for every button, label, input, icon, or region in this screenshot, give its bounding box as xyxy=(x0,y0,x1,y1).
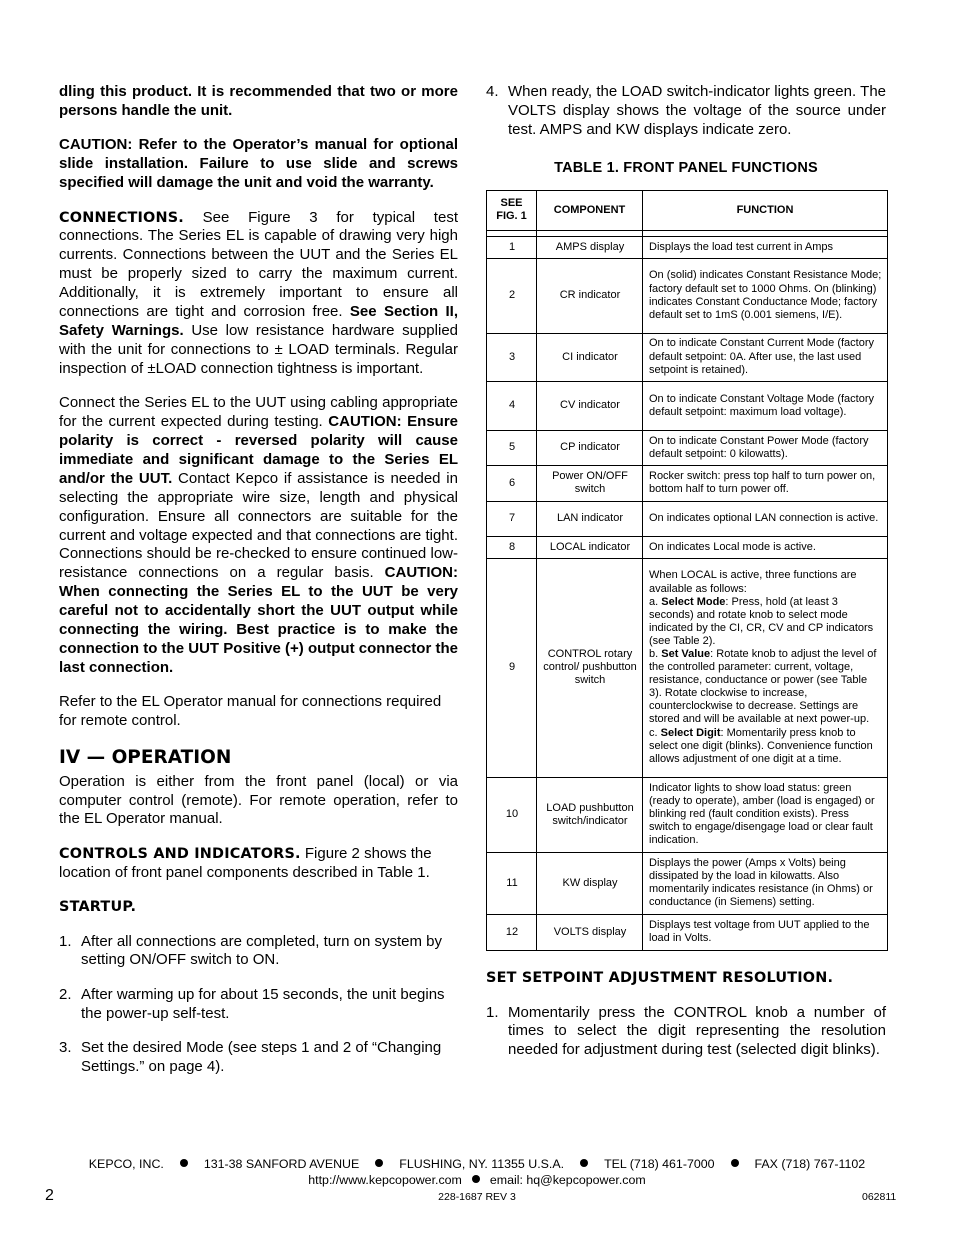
startup-step: 1. After all connections are completed, turn on system by setting ON/OFF switch to ON. xyxy=(59,932,443,969)
table-row: 4 CV indicator On to indicate Constant Voltage Mode (factory default setpoint: maximum load voltage). xyxy=(487,381,888,430)
table-row: 10 LOAD pushbutton switch/indicator Indicator lights to show load status: green (ready to operate), amber (load is engaged) or blinking red (fault condition exists). Press switch to engage/disengage load or clear fault indication. xyxy=(487,777,888,852)
footer-address: 131-38 SANFORD AVENUE xyxy=(203,1157,360,1171)
controls-paragraph: CONTROLS AND INDICATORS. Figure 2 shows the location of front panel components described in Table 1. xyxy=(59,844,432,881)
right-column xyxy=(486,83,886,1076)
function-header: FUNCTION xyxy=(643,190,888,230)
table-row: 6 Power ON/OFF switch Rocker switch: press top half to turn power on, bottom half to turn power off. xyxy=(487,465,888,501)
table-row: 9 CONTROL rotary control/ pushbutton switch When LOCAL is active, three functions are available as follows: a. Select Mode: Press, hold (at least 3 seconds) and rotate knob to select mode indicated by the CI, CR, CV and CP indicators (see Table 2). b. Set Value: Rotate knob to adjust the level of the controlled parameter: current, voltage, resistance, conductance or power (see Table 3). Rotate clockwise to increase, counterclockwise to decrease. Settings are stored and will be available at next power-up. c. Select Digit: Momentarily press knob to select one digit (blinks). Convenience function allows adjustment of one digit at a time. xyxy=(487,558,888,777)
startup-step: 4. When ready, the LOAD switch-indicator lights green. The VOLTS display shows the voltage of the source under test. AMPS and KW displays indicate zero. xyxy=(486,83,886,138)
connections-heading: CONNECTIONS. xyxy=(59,209,184,226)
front-panel-functions-table xyxy=(486,190,888,951)
footer-email-link[interactable]: email: hq@kepcopower.com xyxy=(489,1173,646,1187)
left-column xyxy=(59,83,458,1092)
table-row: 7 LAN indicator On indicates optional LAN connection is active. xyxy=(487,501,888,536)
table-row: 8 LOCAL indicator On indicates Local mode is active. xyxy=(487,536,888,558)
bullet-icon xyxy=(472,1175,480,1183)
table-row: 1 AMPS display Displays the load test current in Amps xyxy=(487,236,888,258)
connect-paragraph: Connect the Series EL to the UUT using cabling appropriate for the current expected during testing. CAUTION: Ensure polarity is correct - reversed polarity will cause immediate and significant damage to the Series EL and/or the UUT. Contact Kepco if assistance is needed in selecting the appropriate wire size, length and physical configuration. Ensure all connectors are suitable for the current and voltage expected and that connections are tight. Connections should be re-checked to ensure continued low-resistance connections on a regular basis. CAUTION: When connecting the Series EL to the UUT be very careful not to accidentally short the UUT output while connecting the wiring. Best practice is to make the connection to the UUT Positive (+) output connector the last connection. xyxy=(59,394,459,676)
setpoint-step: 1. Momentarily press the CONTROL knob a number of times to select the digit representing the resolution needed for adjustment during test (selected digit blinks). xyxy=(486,1003,886,1059)
startup-step: 3. Set the desired Mode (see steps 1 and 2 of “Changing Settings.” on page 4). xyxy=(59,1039,442,1076)
footer-company: KEPCO, INC. xyxy=(88,1157,164,1171)
date-code: 062811 xyxy=(862,1191,897,1203)
startup-heading: STARTUP. xyxy=(59,899,137,916)
footer-city: FLUSHING, NY. 11355 U.S.A. xyxy=(399,1157,565,1171)
page-number: 2 xyxy=(45,1187,54,1204)
table-row: 12 VOLTS display Displays test voltage from UUT applied to the load in Volts. xyxy=(487,914,888,950)
see-fig-header: SEE FIG. 1 xyxy=(487,190,537,230)
operation-heading: IV — OPERATION xyxy=(59,746,232,768)
footer-web-link[interactable]: http://www.kepcopower.com xyxy=(308,1173,462,1187)
remote-control-reference: Refer to the EL Operator manual for connections required for remote control. xyxy=(59,693,442,730)
bullet-icon xyxy=(375,1159,383,1167)
bullet-icon xyxy=(180,1159,188,1167)
table-caption: TABLE 1. FRONT PANEL FUNCTIONS xyxy=(554,159,818,176)
operation-text: Operation is either from the front panel (local) or via computer control (remote). For remote operation, refer to the EL Operator manual. xyxy=(59,772,458,828)
bullet-icon xyxy=(731,1159,739,1167)
doc-revision: 228-1687 REV 3 xyxy=(438,1191,516,1203)
footer-fax: FAX (718) 767-1102 xyxy=(754,1157,866,1171)
bullet-icon xyxy=(580,1159,588,1167)
table-row: 11 KW display Displays the power (Amps x Volts) being dissipated by the load in kilowatts. Also momentarily indicates resistance (in Ohms) or conductance (in Siemens) setting. xyxy=(487,852,888,914)
footer-address-line xyxy=(0,1157,954,1171)
footer-contact-line xyxy=(0,1173,954,1187)
handling-note: dling this product. It is recommended that two or more persons handle the unit. xyxy=(59,83,458,119)
table-row: 5 CP indicator On to indicate Constant Power Mode (factory default setpoint: 0 kilowatts). xyxy=(487,430,888,465)
component-header: COMPONENT xyxy=(537,190,643,230)
startup-step: 2. After warming up for about 15 seconds, the unit begins the power-up self-test. xyxy=(59,985,445,1022)
slide-caution: CAUTION: Refer to the Operator’s manual for optional slide installation. Failure to use slide and screws specified will damage the unit and void the warranty. xyxy=(59,136,458,192)
footer-tel: TEL (718) 461-7000 xyxy=(604,1157,715,1171)
controls-heading: CONTROLS AND INDICATORS. xyxy=(59,845,301,862)
table-row: 2 CR indicator On (solid) indicates Constant Resistance Mode; factory default set to 1000 Ohms. On (blinking) indicates Constant Conductance Mode; factory default set to 1mS (0.001 siemens, I/E). xyxy=(487,258,888,333)
table-row: 3 CI indicator On to indicate Constant Current Mode (factory default setpoint: 0A. After use, the last used setpoint is retained). xyxy=(487,333,888,381)
setpoint-heading: SET SETPOINT ADJUSTMENT RESOLUTION. xyxy=(486,969,834,986)
table-header-row xyxy=(487,190,888,230)
control-function-cell: When LOCAL is active, three functions are available as follows: a. Select Mode: Press, hold (at least 3 seconds) and rotate knob to select mode indicated by the CI, CR, CV and CP indicators (see Table 2). b. Set Value: Rotate knob to adjust the level of the controlled parameter: current, voltage, resistance, conductance or power (see Table 3). Rotate clockwise to increase, counterclockwise to decrease. Settings are stored and will be available at next power-up. c. Select Digit: Momentarily press knob to select one digit (blinks). Convenience function allows adjustment of one digit at a time. xyxy=(643,558,888,777)
connections-paragraph: CONNECTIONS. See Figure 3 for typical test connections. The Series EL is capable of drawing very high currents. Connections between the UUT and the Series EL must be properly sized to carry the maximum current. Additionally, it is extremely important to ensure all connections are tight and corrosion free. See Section II, Safety Warnings. Use low resistance hardware supplied with the unit for connections to ± LOAD terminals. Regular inspection of ±LOAD connection tightness is important. xyxy=(59,208,459,377)
